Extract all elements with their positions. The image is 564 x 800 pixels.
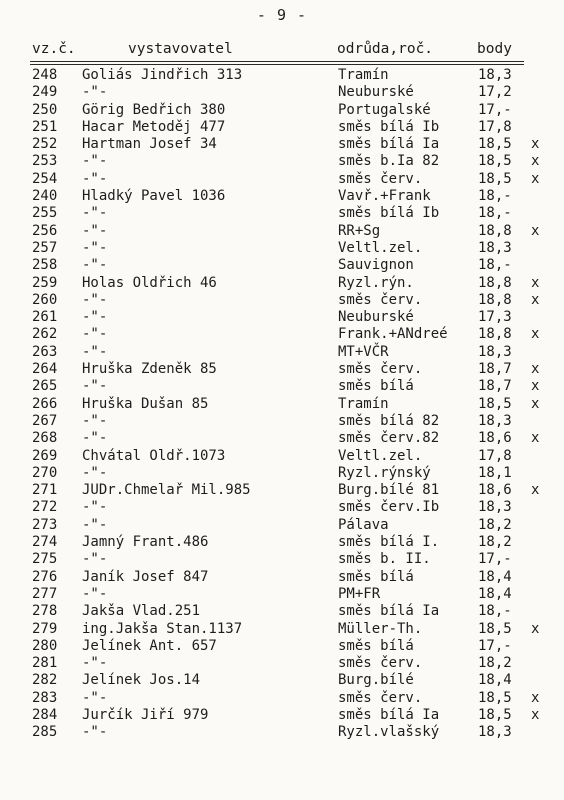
- variety-cell: Neuburské: [338, 84, 414, 101]
- header-variety: odrůda,roč.: [337, 41, 434, 57]
- table-row: [0, 153, 564, 170]
- score-cell: 18,5: [478, 689, 512, 706]
- variety-cell: směs bílá I.: [338, 534, 440, 551]
- score-cell: 18,8: [478, 222, 512, 239]
- exhibitor-cell: Jelínek Jos.14: [82, 672, 201, 689]
- score-cell: 18,6: [478, 482, 512, 499]
- entry-number: 266: [32, 395, 58, 412]
- entry-number: 275: [32, 551, 58, 568]
- variety-cell: Neuburské: [338, 309, 414, 326]
- variety-cell: směs červ.: [338, 655, 423, 672]
- entry-number: 279: [32, 620, 58, 637]
- score-cell: 18,-: [478, 205, 512, 222]
- award-mark: x: [531, 378, 540, 395]
- score-cell: 18,3: [478, 67, 512, 83]
- score-cell: 18,3: [478, 412, 512, 429]
- variety-cell: MT+VČR: [338, 343, 389, 360]
- exhibitor-cell: JUDr.Chmelař Mil.985: [82, 482, 251, 499]
- table-row: [0, 396, 564, 413]
- entry-number: 248: [32, 67, 58, 83]
- score-cell: 18,6: [478, 430, 512, 447]
- table-row: [0, 188, 564, 205]
- variety-cell: směs bílá Ib: [338, 118, 440, 135]
- header-exhibitor: vystavovatel: [128, 41, 233, 57]
- entry-number: 250: [32, 101, 58, 118]
- score-cell: 18,4: [478, 672, 512, 689]
- entry-number: 273: [32, 516, 58, 533]
- award-mark: x: [531, 153, 540, 170]
- entry-number: 285: [32, 724, 58, 741]
- score-cell: 18,3: [478, 499, 512, 516]
- entry-number: 261: [32, 309, 58, 326]
- exhibitor-cell: -"-: [82, 222, 108, 239]
- table-row: [0, 292, 564, 309]
- exhibitor-cell: Holas Oldřich 46: [82, 274, 217, 291]
- entry-number: 283: [32, 689, 58, 706]
- table-row: [0, 638, 564, 655]
- score-cell: 18,5: [478, 170, 512, 187]
- variety-cell: směs červ.: [338, 361, 423, 378]
- score-cell: 18,8: [478, 291, 512, 308]
- score-cell: 18,5: [478, 620, 512, 637]
- exhibitor-cell: Chvátal Oldř.1073: [82, 447, 226, 464]
- score-cell: 18,5: [478, 136, 512, 153]
- exhibitor-cell: Jurčík Jiří 979: [82, 706, 209, 723]
- variety-cell: Ryzl.rýn.: [338, 274, 414, 291]
- header-entry-number: vz.č.: [32, 41, 76, 57]
- entry-number: 264: [32, 361, 58, 378]
- entry-number: 272: [32, 499, 58, 516]
- table-row: [0, 84, 564, 101]
- table-row: [0, 724, 564, 741]
- table-row: [0, 205, 564, 222]
- table-row: [0, 326, 564, 343]
- entry-number: 284: [32, 706, 58, 723]
- exhibitor-cell: -"-: [82, 84, 108, 101]
- exhibitor-cell: -"-: [82, 430, 108, 447]
- table-row: [0, 136, 564, 153]
- variety-cell: Portugalské: [338, 101, 431, 118]
- table-row: [0, 309, 564, 326]
- entry-number: 240: [32, 188, 58, 205]
- table-row: [0, 517, 564, 534]
- exhibitor-cell: Janík Josef 847: [82, 568, 209, 585]
- variety-cell: Pálava: [338, 516, 389, 533]
- variety-cell: směs b.Ia 82: [338, 153, 440, 170]
- exhibitor-cell: Jakša Vlad.251: [82, 603, 201, 620]
- score-cell: 18,5: [478, 153, 512, 170]
- award-mark: x: [531, 136, 540, 153]
- exhibitor-cell: -"-: [82, 326, 108, 343]
- score-cell: 17,-: [478, 637, 512, 654]
- exhibitor-cell: ing.Jakša Stan.1137: [82, 620, 243, 637]
- score-cell: 17,3: [478, 309, 512, 326]
- variety-cell: směs bílá Ia: [338, 136, 440, 153]
- table-row: [0, 551, 564, 568]
- score-cell: 18,-: [478, 188, 512, 205]
- table-row: [0, 240, 564, 257]
- variety-cell: Veltl.zel.: [338, 239, 423, 256]
- table-row: [0, 413, 564, 430]
- variety-cell: Sauvignon: [338, 257, 414, 274]
- exhibitor-cell: -"-: [82, 343, 108, 360]
- entry-number: 265: [32, 378, 58, 395]
- header-points: body: [477, 41, 512, 57]
- exhibitor-cell: -"-: [82, 257, 108, 274]
- variety-cell: Vavř.+Frank: [338, 188, 431, 205]
- exhibitor-cell: -"-: [82, 170, 108, 187]
- exhibitor-cell: Hacar Metoděj 477: [82, 118, 226, 135]
- score-cell: 18,7: [478, 378, 512, 395]
- variety-cell: Tramín: [338, 67, 389, 83]
- award-mark: x: [531, 620, 540, 637]
- exhibitor-cell: -"-: [82, 689, 108, 706]
- variety-cell: Ryzl.rýnský: [338, 464, 431, 481]
- variety-cell: Müller-Th.: [338, 620, 423, 637]
- score-cell: 18,7: [478, 361, 512, 378]
- variety-cell: Frank.+ANdreé: [338, 326, 448, 343]
- score-cell: 17,2: [478, 84, 512, 101]
- entry-number: 269: [32, 447, 58, 464]
- award-mark: x: [531, 291, 540, 308]
- exhibitor-cell: Jamný Frant.486: [82, 534, 209, 551]
- table-row: [0, 275, 564, 292]
- variety-cell: směs červ.Ib: [338, 499, 440, 516]
- variety-cell: směs bílá Ia: [338, 603, 440, 620]
- exhibitor-cell: -"-: [82, 291, 108, 308]
- award-mark: x: [531, 222, 540, 239]
- exhibitor-cell: Goliás Jindřich 313: [82, 67, 243, 83]
- score-cell: 18,4: [478, 568, 512, 585]
- score-cell: 17,8: [478, 447, 512, 464]
- exhibitor-cell: -"-: [82, 551, 108, 568]
- entry-number: 271: [32, 482, 58, 499]
- entry-number: 268: [32, 430, 58, 447]
- entry-number: 267: [32, 412, 58, 429]
- entry-number: 281: [32, 655, 58, 672]
- entry-number: 277: [32, 585, 58, 602]
- entry-number: 260: [32, 291, 58, 308]
- entry-number: 276: [32, 568, 58, 585]
- variety-cell: směs b. II.: [338, 551, 431, 568]
- table-row: [0, 378, 564, 395]
- award-mark: x: [531, 274, 540, 291]
- variety-cell: směs bílá: [338, 378, 414, 395]
- entry-number: 282: [32, 672, 58, 689]
- variety-cell: směs červ.: [338, 689, 423, 706]
- variety-cell: Veltl.zel.: [338, 447, 423, 464]
- score-cell: 18,3: [478, 239, 512, 256]
- score-cell: 18,5: [478, 395, 512, 412]
- variety-cell: směs červ.: [338, 291, 423, 308]
- award-mark: x: [531, 326, 540, 343]
- table-row: [0, 430, 564, 447]
- exhibitor-cell: Jelínek Ant. 657: [82, 637, 217, 654]
- table-row: [0, 448, 564, 465]
- table-row: [0, 223, 564, 240]
- table-row: [0, 707, 564, 724]
- exhibitor-cell: Hartman Josef 34: [82, 136, 217, 153]
- score-cell: 17,-: [478, 551, 512, 568]
- award-mark: x: [531, 395, 540, 412]
- exhibitor-cell: -"-: [82, 724, 108, 741]
- score-cell: 18,2: [478, 516, 512, 533]
- exhibitor-cell: -"-: [82, 516, 108, 533]
- entry-number: 255: [32, 205, 58, 222]
- score-cell: 18,2: [478, 655, 512, 672]
- table-header: [32, 41, 522, 59]
- entry-number: 256: [32, 222, 58, 239]
- entry-number: 252: [32, 136, 58, 153]
- score-cell: 18,8: [478, 326, 512, 343]
- entry-number: 280: [32, 637, 58, 654]
- award-mark: x: [531, 170, 540, 187]
- variety-cell: Ryzl.vlašský: [338, 724, 440, 741]
- table-row: [0, 344, 564, 361]
- exhibitor-cell: -"-: [82, 239, 108, 256]
- table-row: [0, 361, 564, 378]
- table-row: [0, 621, 564, 638]
- table-row: [0, 482, 564, 499]
- score-cell: 18,3: [478, 724, 512, 741]
- variety-cell: PM+FR: [338, 585, 381, 602]
- variety-cell: Burg.bílé 81: [338, 482, 440, 499]
- variety-cell: směs bílá Ia: [338, 706, 440, 723]
- page-number: - 9 -: [256, 6, 308, 24]
- table-row: [0, 465, 564, 482]
- variety-cell: směs bílá 82: [338, 412, 440, 429]
- award-mark: x: [531, 706, 540, 723]
- entry-number: 259: [32, 274, 58, 291]
- variety-cell: Tramín: [338, 395, 389, 412]
- exhibitor-cell: -"-: [82, 499, 108, 516]
- variety-cell: směs bílá: [338, 637, 414, 654]
- entry-number: 253: [32, 153, 58, 170]
- exhibitor-cell: Hruška Dušan 85: [82, 395, 209, 412]
- exhibitor-cell: -"-: [82, 309, 108, 326]
- entry-number: 254: [32, 170, 58, 187]
- table-row: [0, 257, 564, 274]
- score-cell: 17,8: [478, 118, 512, 135]
- table-row: [0, 690, 564, 707]
- award-mark: x: [531, 482, 540, 499]
- entry-number: 249: [32, 84, 58, 101]
- header-rule-bottom: [30, 64, 524, 65]
- variety-cell: směs červ.82: [338, 430, 440, 447]
- award-mark: x: [531, 361, 540, 378]
- entry-number: 263: [32, 343, 58, 360]
- table-row: [0, 67, 564, 84]
- variety-cell: směs červ.: [338, 170, 423, 187]
- score-cell: 18,8: [478, 274, 512, 291]
- exhibitor-cell: -"-: [82, 412, 108, 429]
- score-cell: 18,4: [478, 585, 512, 602]
- exhibitor-cell: -"-: [82, 655, 108, 672]
- award-mark: x: [531, 689, 540, 706]
- variety-cell: RR+Sg: [338, 222, 381, 239]
- table-row: [0, 672, 564, 689]
- table-row: [0, 586, 564, 603]
- entry-number: 251: [32, 118, 58, 135]
- score-cell: 18,2: [478, 534, 512, 551]
- entry-number: 257: [32, 239, 58, 256]
- score-cell: 18,-: [478, 257, 512, 274]
- table-row: [0, 534, 564, 551]
- score-cell: 18,3: [478, 343, 512, 360]
- table-row: [0, 569, 564, 586]
- entry-number: 262: [32, 326, 58, 343]
- variety-cell: směs bílá: [338, 568, 414, 585]
- entries-table: [0, 67, 564, 742]
- entry-number: 274: [32, 534, 58, 551]
- score-cell: 18,-: [478, 603, 512, 620]
- score-cell: 17,-: [478, 101, 512, 118]
- variety-cell: Burg.bílé: [338, 672, 414, 689]
- entry-number: 270: [32, 464, 58, 481]
- entry-number: 258: [32, 257, 58, 274]
- table-row: [0, 655, 564, 672]
- exhibitor-cell: -"-: [82, 205, 108, 222]
- table-row: [0, 102, 564, 119]
- exhibitor-cell: Hruška Zdeněk 85: [82, 361, 217, 378]
- variety-cell: směs bílá Ib: [338, 205, 440, 222]
- table-row: [0, 499, 564, 516]
- table-row: [0, 171, 564, 188]
- exhibitor-cell: Hladký Pavel 1036: [82, 188, 226, 205]
- award-mark: x: [531, 430, 540, 447]
- exhibitor-cell: -"-: [82, 378, 108, 395]
- table-row: [0, 119, 564, 136]
- score-cell: 18,1: [478, 464, 512, 481]
- exhibitor-cell: -"-: [82, 153, 108, 170]
- entry-number: 278: [32, 603, 58, 620]
- score-cell: 18,5: [478, 706, 512, 723]
- exhibitor-cell: -"-: [82, 464, 108, 481]
- exhibitor-cell: Görig Bedřich 380: [82, 101, 226, 118]
- table-row: [0, 603, 564, 620]
- exhibitor-cell: -"-: [82, 585, 108, 602]
- header-rule-top: [30, 61, 524, 62]
